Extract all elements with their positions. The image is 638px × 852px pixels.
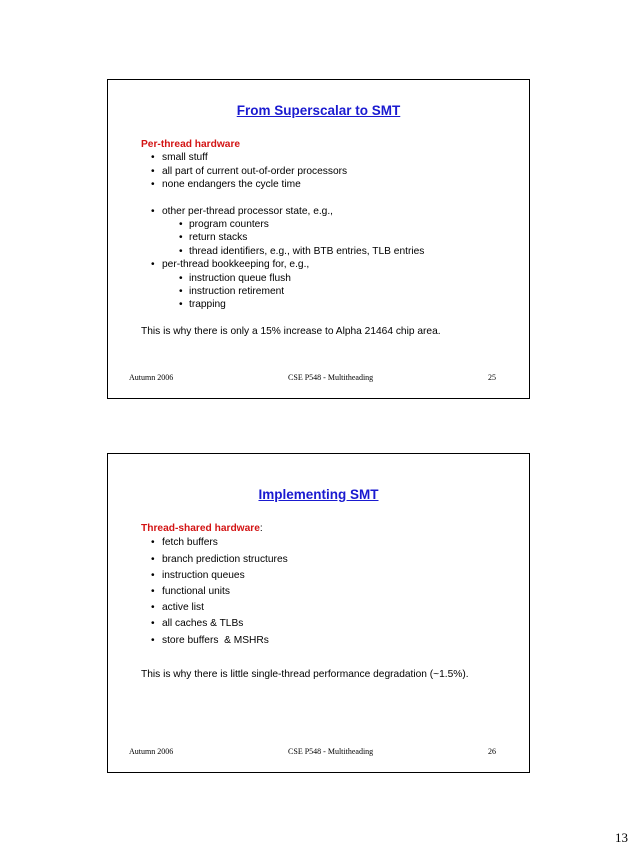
slide-body <box>141 138 519 338</box>
sub-bullet-item: • instruction queue flush <box>141 272 519 285</box>
bullet-item: • store buffers & MSHRs <box>141 633 519 649</box>
sub-bullet-item: • return stacks <box>141 231 519 244</box>
bullet-item: • per-thread bookkeeping for, e.g., <box>141 258 519 271</box>
page-number: 13 <box>615 830 628 845</box>
bullet-item: • small stuff <box>141 151 519 164</box>
sub-bullet-item: • program counters <box>141 218 519 231</box>
summary-text: This is why there is little single-thread performance degradation (~1.5%). <box>141 668 469 680</box>
sub-bullet-item: • thread identifiers, e.g., with BTB entries, TLB entries <box>141 245 519 258</box>
bullet-item: • active list <box>141 600 519 616</box>
slide-25 <box>107 79 530 399</box>
footer-slide-number: 25 <box>487 373 496 382</box>
slide-footer <box>129 373 496 382</box>
footer-course: CSE P548 - Multitheading <box>288 747 374 756</box>
summary-text: This is why there is only a 15% increase to Alpha 21464 chip area. <box>141 325 441 337</box>
bullet-item: • fetch buffers <box>141 535 519 551</box>
bullet-item: • functional units <box>141 584 519 600</box>
bullet-item: • none endangers the cycle time <box>141 178 519 191</box>
sub-bullet-item: • trapping <box>141 298 519 311</box>
bullet-item: • other per-thread processor state, e.g., <box>141 205 519 218</box>
footer-date: Autumn 2006 <box>129 373 174 382</box>
bullet-item: • all caches & TLBs <box>141 616 519 632</box>
bullet-item: • branch prediction structures <box>141 552 519 568</box>
section-heading <box>141 522 519 535</box>
slide-26 <box>107 453 530 773</box>
footer-slide-number: 26 <box>487 747 496 756</box>
section-heading: Per-thread hardware <box>141 139 241 150</box>
bullet-item: • instruction queues <box>141 568 519 584</box>
footer-course: CSE P548 - Multitheading <box>288 373 374 382</box>
slide-body <box>141 522 519 681</box>
slide-title: Implementing SMT <box>258 487 379 502</box>
heading-colon: : <box>259 523 263 534</box>
slide-footer <box>129 747 496 756</box>
section-heading-text: Thread-shared hardware <box>141 523 260 534</box>
slide-title: From Superscalar to SMT <box>236 103 401 118</box>
bullet-item: • all part of current out-of-order processors <box>141 165 519 178</box>
sub-bullet-item: • instruction retirement <box>141 285 519 298</box>
footer-date: Autumn 2006 <box>129 747 174 756</box>
